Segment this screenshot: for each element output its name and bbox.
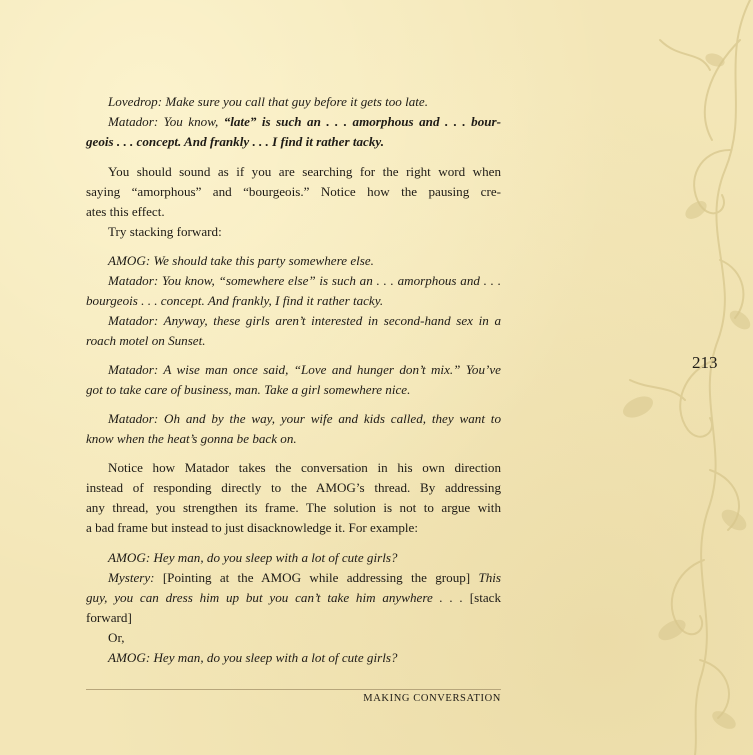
dialogue-line: forward] [86, 610, 132, 625]
vine-decoration [600, 0, 753, 755]
paragraph-line: ates this effect. [86, 204, 165, 219]
speaker-text: Matador: You know, [108, 114, 224, 129]
paragraph-line: Try stacking forward: [108, 224, 222, 239]
dialogue-line: got to take care of business, man. Take a girl somewhere nice. [86, 382, 411, 397]
dialogue-line: Matador: Anyway, these girls aren’t interested in second-hand sex in a [108, 313, 501, 328]
stage-direction: [Pointing at the AMOG while addressing the group] [154, 570, 479, 585]
paragraph-line: Or, [108, 630, 125, 645]
dialogue-line: AMOG: We should take this party somewhere else. [108, 253, 374, 268]
dialogue-line [86, 112, 501, 132]
paragraph-line: a bad frame but instead to just disacknowledge it. For example: [86, 520, 418, 535]
paragraph-line: Notice how Matador takes the conversation in his own direction [108, 460, 501, 475]
dialogue-line: Lovedrop: Make sure you call that guy before it gets too late. [108, 94, 428, 109]
dialogue-text: This [478, 570, 501, 585]
paragraph-line: You should sound as if you are searching for the right word when [108, 164, 501, 179]
dialogue-line: Matador: A wise man once said, “Love and hunger don’t mix.” You’ve [108, 362, 501, 377]
dialogue-line: roach motel on Sunset. [86, 333, 206, 348]
dialogue-line [86, 588, 501, 608]
speaker-text: Mystery: [108, 570, 155, 585]
emphasis-text: “late” is such an . . . amorphous and . . . bour- [223, 114, 501, 129]
dialogue-line: Matador: You know, “somewhere else” is such an . . . amorphous and . . . [108, 273, 501, 288]
dialogue-line [86, 568, 501, 588]
dialogue-line: bourgeois . . . concept. And frankly, I find it rather tacky. [86, 293, 384, 308]
page-number: 213 [692, 353, 718, 372]
dialogue-line: AMOG: Hey man, do you sleep with a lot of cute girls? [108, 550, 398, 565]
paragraph-line: instead of responding directly to the AMOG’s thread. By addressing [86, 480, 501, 495]
paragraph-line: any thread, you strengthen its frame. The solution is not to argue with [86, 500, 501, 515]
dialogue-line: AMOG: Hey man, do you sleep with a lot of cute girls? [108, 650, 398, 665]
emphasis-line: geois . . . concept. And frankly . . . I find it rather tacky. [86, 134, 384, 149]
running-head: MAKING CONVERSATION [363, 693, 501, 704]
dialogue-line: Matador: Oh and by the way, your wife and kids called, they want to [108, 411, 501, 426]
dialogue-line: know when the heat’s gonna be back on. [86, 431, 297, 446]
stage-direction: [stack [462, 590, 502, 605]
dialogue-text: guy, you can dress him up but you can’t take him anywhere . . . [86, 590, 463, 605]
footer-rule [86, 689, 501, 690]
paragraph-line: saying “amorphous” and “bourgeois.” Notice how the pausing cre- [86, 184, 501, 199]
